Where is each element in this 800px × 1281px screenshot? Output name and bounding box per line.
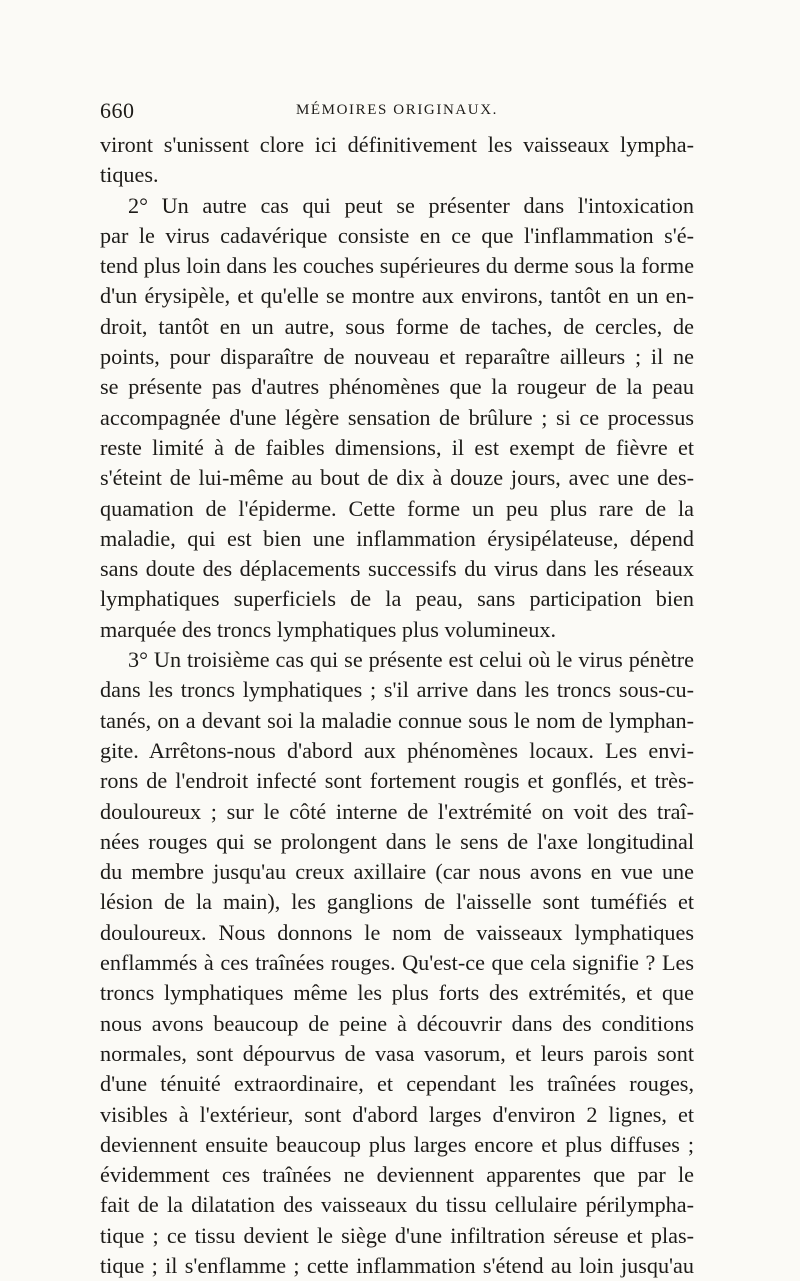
- text-line: d'un érysipèle, et qu'elle se montre aux environs, tantôt en un en-: [100, 283, 694, 309]
- text-line: nées rouges qui se prolongent dans le sens de l'axe longitudinal: [100, 828, 694, 854]
- page-number: 660: [100, 98, 135, 123]
- text-line: évidemment ces traînées ne deviennent apparentes que par le: [100, 1162, 694, 1188]
- text-line: tique ; il s'enflamme ; cette inflammation s'étend au loin jusqu'au: [100, 1252, 694, 1278]
- text-line: se présente pas d'autres phénomènes que la rougeur de la peau: [100, 374, 694, 400]
- text-line: tique ; ce tissu devient le siège d'une infiltration séreuse et plas-: [100, 1222, 694, 1248]
- text-line: 3° Un troisième cas qui se présente est celui où le virus pénètre: [128, 647, 694, 673]
- text-line: deviennent ensuite beaucoup plus larges encore et plus diffuses ;: [100, 1131, 694, 1157]
- text-line: s'éteint de lui-même au bout de dix à douze jours, avec une des-: [100, 465, 694, 491]
- text-line: nous avons beaucoup de peine à découvrir dans des conditions: [100, 1010, 694, 1036]
- text-line: quamation de l'épiderme. Cette forme un peu plus rare de la: [100, 495, 694, 521]
- text-line: 2° Un autre cas qui peut se présenter dans l'intoxication: [128, 192, 694, 218]
- running-head: MÉMOIRES ORIGINAUX.: [295, 102, 499, 118]
- text-line: du membre jusqu'au creux axillaire (car nous avons en vue une: [100, 859, 694, 885]
- text-line: accompagnée d'une légère sensation de brûlure ; si ce processus: [100, 404, 694, 430]
- text-line: d'une ténuité extraordinaire, et cependant les traînées rouges,: [100, 1071, 694, 1097]
- text-line: tend plus loin dans les couches supérieures du derme sous la forme: [100, 253, 694, 279]
- text-line: enflammés à ces traînées rouges. Qu'est-ce que cela signifie ? Les: [100, 950, 694, 976]
- text-line: gite. Arrêtons-nous d'abord aux phénomènes locaux. Les envi-: [100, 737, 694, 763]
- page-header: [100, 98, 694, 128]
- text-line: lésion de la main), les ganglions de l'aisselle sont tuméfiés et: [100, 889, 694, 915]
- text-line: reste limité à de faibles dimensions, il est exempt de fièvre et: [100, 434, 694, 460]
- text-line: droit, tantôt en un autre, sous forme de taches, de cercles, de: [100, 313, 694, 339]
- text-line: troncs lymphatiques même les plus forts des extrémités, et que: [100, 980, 694, 1006]
- text-line: points, pour disparaître de nouveau et reparaître ailleurs ; il ne: [100, 344, 694, 370]
- text-line: maladie, qui est bien une inflammation érysipélateuse, dépend: [100, 525, 694, 551]
- text-line: lymphatiques superficiels de la peau, sans participation bien: [100, 586, 694, 612]
- text-line: marquée des troncs lymphatiques plus volumineux.: [100, 616, 556, 642]
- text-line: par le virus cadavérique consiste en ce que l'inflammation s'é-: [100, 222, 694, 248]
- text-line: sans doute des déplacements successifs du virus dans les réseaux: [100, 556, 694, 582]
- text-line: tanés, on a devant soi la maladie connue sous le nom de lymphan-: [100, 707, 694, 733]
- text-line: douloureux. Nous donnons le nom de vaisseaux lymphatiques: [100, 919, 694, 945]
- text-line: rons de l'endroit infecté sont fortement rougis et gonflés, et très-: [100, 768, 694, 794]
- text-line: douloureux ; sur le côté interne de l'extrémité on voit des traî-: [100, 798, 694, 824]
- text-line: dans les troncs lymphatiques ; s'il arrive dans les troncs sous-cu-: [100, 677, 694, 703]
- text-line: fait de la dilatation des vaisseaux du tissu cellulaire périlympha-: [100, 1192, 694, 1218]
- text-line: visibles à l'extérieur, sont d'abord larges d'environ 2 lignes, et: [100, 1101, 694, 1127]
- text-line: tiques.: [100, 162, 159, 188]
- text-line: normales, sont dépourvus de vasa vasorum, et leurs parois sont: [100, 1040, 694, 1066]
- text-line: viront s'unissent clore ici définitivement les vaisseaux lympha-: [100, 132, 694, 157]
- body-text: [100, 130, 694, 1281]
